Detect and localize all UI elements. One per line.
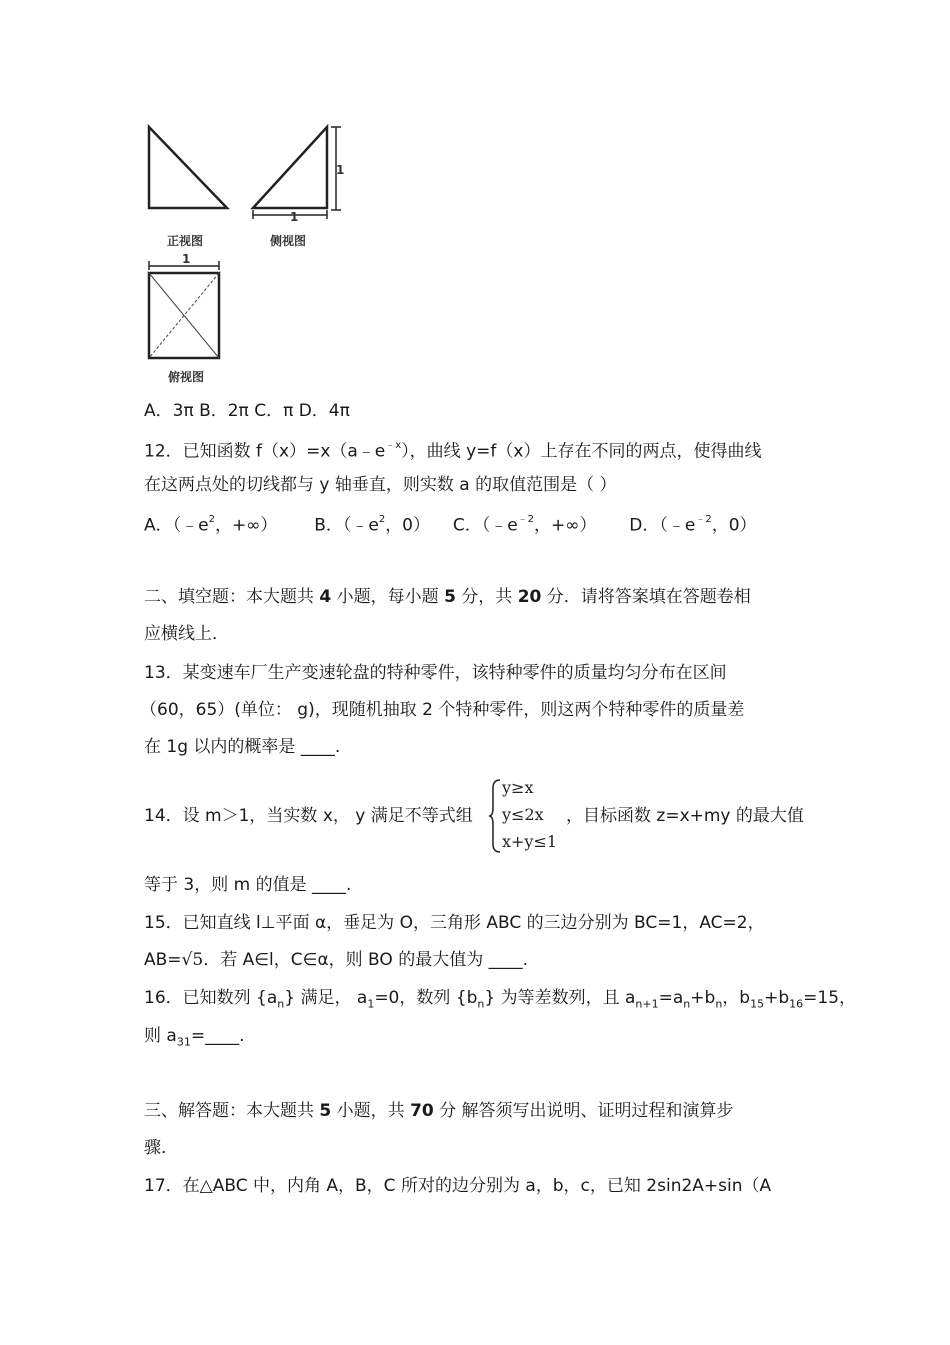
top-view-label: 俯视图 [168, 370, 205, 384]
side-height-mark: 1 [336, 163, 345, 177]
q16-line2: 则 $a_{31}=\_\_\_\_$. [144, 1026, 245, 1049]
q11-options: A．3π B．2π C．π D．4π [144, 401, 350, 421]
q16-line1: 16．已知数列 $\{a_n\}$ 满足， $a_1=0$，数列 $\{b_n\}$ 为等差数列，且 $a_{n+1}=a_n+b_n$，$b_{15}+b_{16}=15$， [144, 988, 857, 1011]
q13-line1: 13．某变速车厂生产变速轮盘的特种零件，该特种零件的质量均匀分布在区间 [144, 663, 727, 683]
inequality-brace [488, 778, 502, 854]
q13-line2: （60，65）(单位： g)，现随机抽取 2 个特种零件，则这两个特种零件的质量差 [140, 700, 745, 720]
q12-line1: 12．已知函数 $f(x)=x(a﹣e^{﹣x})$，曲线 y=f（x）上存在不同的两点，使得曲线 [144, 440, 762, 462]
q15-line2: AB=√5．若 A∈l，C∈α，则 BO 的最大值为 ____. [144, 950, 529, 970]
q14-line1-b: ，目标函数 z=x+my 的最大值 [566, 806, 804, 826]
q15-line1: 15．已知直线 l⊥平面 α，垂足为 O，三角形 ABC 的三边分别为 BC=1，AC=2， [144, 913, 765, 933]
inequality-3: x+y≤1 [502, 832, 558, 851]
three-view-figure [140, 118, 360, 388]
q13-line3: 在 1g 以内的概率是 ____. [144, 737, 341, 757]
section3-heading: 三、解答题：本大题共 5 小题，共 70 分 解答须写出说明、证明过程和演算步 [144, 1101, 734, 1121]
front-view-label: 正视图 [167, 234, 204, 248]
top-width-mark: 1 [182, 252, 191, 266]
q14-line1-a: 14．设 m＞1，当实数 x， y 满足不等式组 [144, 806, 473, 826]
q14-line2: 等于 3，则 m 的值是 ____. [144, 875, 352, 895]
q12-options: A．（$﹣e^2$，+∞） B．（$﹣e^2$，0） C．（$﹣e^{﹣2}$，+∞） D．（$﹣e^{﹣2}$，0） [144, 514, 757, 536]
side-width-mark: 1 [290, 210, 299, 224]
section2-line2: 应横线上． [144, 624, 229, 644]
q17-line1: 17．在△ABC 中，内角 A，B，C 所对的边分别为 a，b，c，已知 2sin2A+sin（A [144, 1176, 772, 1196]
side-view-label: 侧视图 [270, 234, 307, 248]
section3-line2: 骤. [144, 1138, 167, 1158]
side-view-triangle [253, 127, 327, 208]
q12-line2: 在这两点处的切线都与 y 轴垂直，则实数 a 的取值范围是（ ） [144, 475, 617, 495]
inequality-2: y≤2x [502, 805, 544, 824]
front-view-triangle [149, 127, 227, 208]
inequality-1: y≥x [502, 778, 534, 797]
section2-heading: 二、填空题：本大题共 4 小题，每小题 5 分，共 20 分．请将答案填在答题卷相 [144, 587, 751, 607]
